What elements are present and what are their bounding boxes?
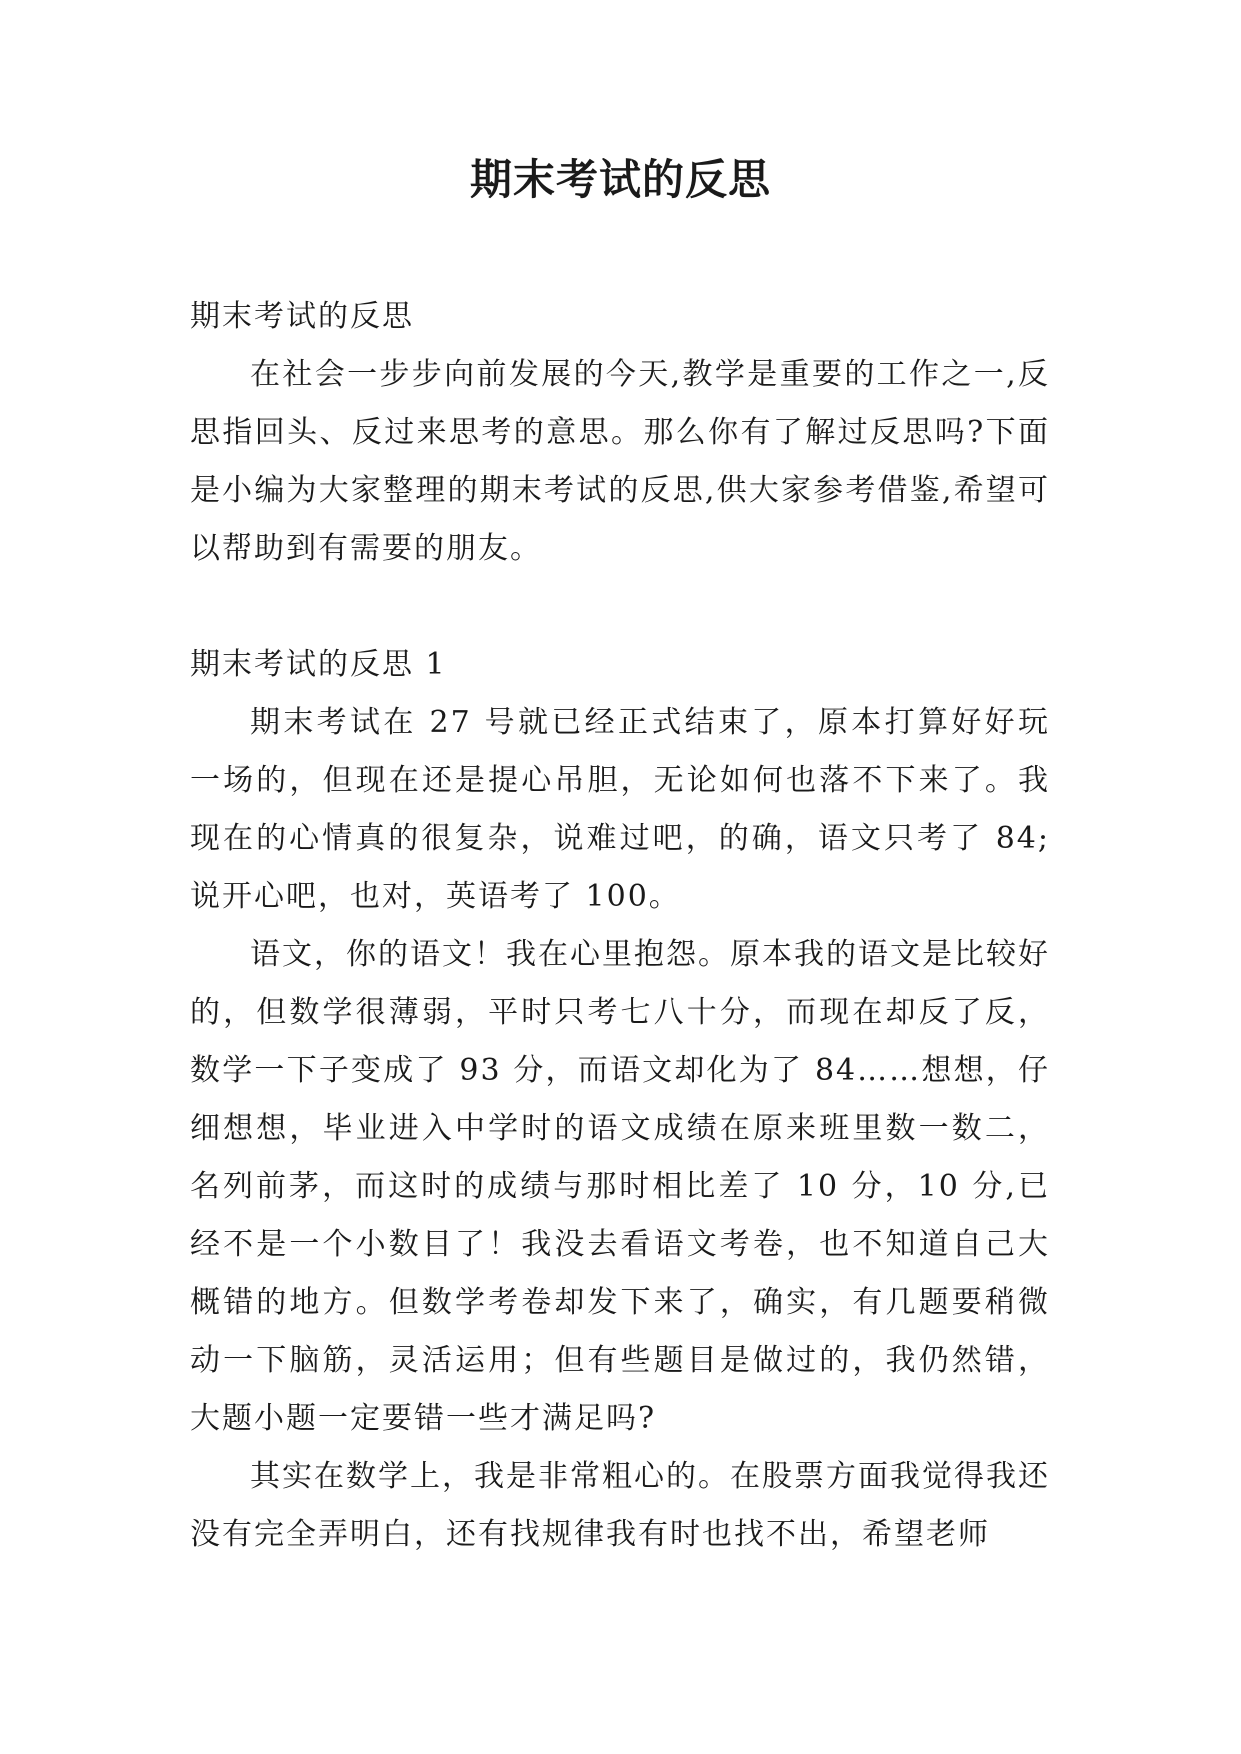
document-body — [190, 288, 1050, 1564]
document-title: 期末考试的反思 — [469, 155, 771, 204]
intro-paragraph: 在社会一步步向前发展的今天,教学是重要的工作之一,反思指回头、反过来思考的意思。那么你有了解过反思吗?下面是小编为大家整理的期末考试的反思,供大家参考借鉴,希望可以帮助到有需要的朋友。 — [190, 357, 1050, 566]
section-spacer — [190, 578, 1050, 636]
intro-heading: 期末考试的反思 — [190, 299, 414, 334]
section-1-paragraph: 期末考试在 27 号就已经正式结束了，原本打算好好玩一场的，但现在还是提心吊胆，无论如何也落不下来了。我现在的心情真的很复杂，说难过吧，的确，语文只考了 84;说开心吧，也对，英语考了 100。 — [190, 705, 1050, 914]
section-1-heading: 期末考试的反思 1 — [190, 647, 447, 682]
section-1-paragraph: 语文，你的语文！我在心里抱怨。原本我的语文是比较好的，但数学很薄弱，平时只考七八十分，而现在却反了反，数学一下子变成了 93 分，而语文却化为了 84……想想，仔细想想，毕业进入中学时的语文成绩在原来班里数一数二，名列前茅，而这时的成绩与那时相比差了 10 分，10 分,已经不是一个小数目了！我没去看语文考卷，也不知道自己大概错的地方。但数学考卷却发下来了，确实，有几题要稍微动一下脑筋，灵活运用；但有些题目是做过的，我仍然错，大题小题一定要错一些才满足吗? — [190, 937, 1050, 1436]
section-1-paragraph: 其实在数学上，我是非常粗心的。在股票方面我觉得我还没有完全弄明白，还有找规律我有时也找不出，希望老师 — [190, 1459, 1050, 1552]
